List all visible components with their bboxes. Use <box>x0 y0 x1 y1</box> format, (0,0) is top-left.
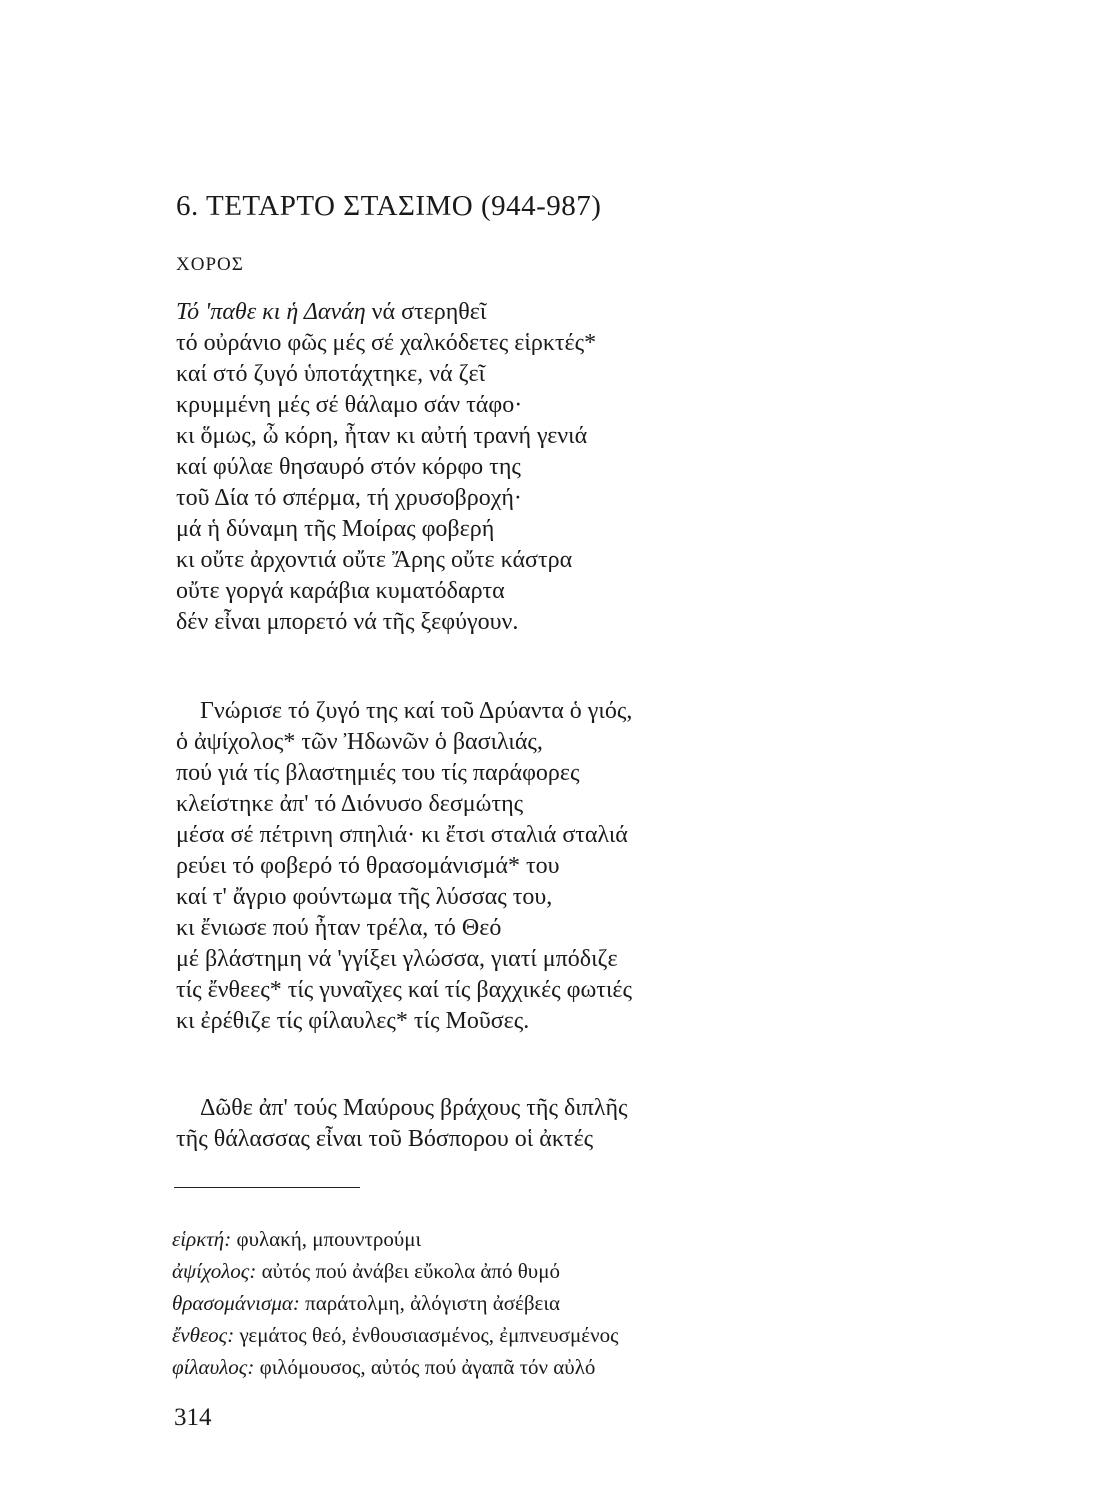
footnote-term: φίλαυλος: <box>172 1355 255 1379</box>
footnote-term: ἔνθεος: <box>172 1323 235 1347</box>
verse-line: Δῶθε ἀπ' τούς Μαύρους βράχους τῆς διπλῆς <box>200 1095 628 1121</box>
verse-line: οὔτε γοργά καράβια κυματόδαρτα <box>176 578 505 604</box>
footnote-divider <box>174 1187 360 1188</box>
footnote-term: εἱρκτή: <box>172 1227 232 1251</box>
page-number: 314 <box>174 1404 212 1431</box>
verse-line: καί φύλαε θησαυρό στόν κόρφο της <box>176 454 521 480</box>
verse-line: καί στό ζυγό ὑποτάχτηκε, νά ζεῖ <box>176 361 486 387</box>
footnote-definition: αὐτός πού ἀνάβει εὔκολα ἀπό θυμό <box>256 1259 560 1283</box>
footnote <box>172 1287 618 1319</box>
stanza-2 <box>176 696 632 1037</box>
footnote-definition: φιλόμουσος, αὐτός πού ἀγαπᾶ τόν αὐλό <box>254 1355 596 1379</box>
footnotes <box>172 1223 618 1383</box>
verse-line: τοῦ Δία τό σπέρμα, τή χρυσοβροχή· <box>176 485 522 511</box>
verse-line: τό οὐράνιο φῶς μές σέ χαλκόδετες εἱρκτές* <box>176 330 597 356</box>
verse-line: τῆς θάλασσας εἶναι τοῦ Βόσπορου οἱ ἀκτές <box>176 1126 594 1152</box>
footnote-definition: παράτολμη, ἀλόγιστη ἀσέβεια <box>299 1291 561 1315</box>
stanza-1 <box>176 297 596 638</box>
section-heading: 6. ΤΕΤΑΡΤΟ ΣΤΑΣΙΜΟ (944-987) <box>176 190 602 222</box>
speaker-label: ΧΟΡΟΣ <box>176 254 244 275</box>
verse-line: καί τ' ἄγριο φούντωμα τῆς λύσσας του, <box>176 884 553 910</box>
footnote <box>172 1319 618 1351</box>
verse-line: κλείστηκε ἀπ' τό Διόνυσο δεσμώτης <box>176 791 524 817</box>
verse-line <box>176 297 596 328</box>
verse-line: κι οὔτε ἀρχοντιά οὔτε Ἄρης οὔτε κάστρα <box>176 547 573 573</box>
verse-line: Γνώρισε τό ζυγό της καί τοῦ Δρύαντα ὁ γιός, <box>200 698 633 724</box>
verse-line: πού γιά τίς βλαστημιές του τίς παράφορες <box>176 760 580 786</box>
footnote-term: θρασομάνισμα: <box>172 1291 300 1315</box>
verse-line: κρυμμένη μές σέ θάλαμο σάν τάφο· <box>176 392 523 418</box>
verse-line: μέσα σέ πέτρινη σπηλιά· κι ἔτσι σταλιά σταλιά <box>176 822 628 848</box>
verse-line: κι ἔνιωσε πού ἦταν τρέλα, τό Θεό <box>176 915 502 941</box>
verse-line: ὁ ἀψίχολος* τῶν Ἠδωνῶν ὁ βασιλιάς, <box>176 729 543 755</box>
footnote-term: ἀψίχολος: <box>172 1259 257 1283</box>
footnote-definition: γεμάτος θεό, ἐνθουσιασμένος, ἐμπνευσμένος <box>234 1323 619 1347</box>
verse-line: κι ἐρέθιζε τίς φίλαυλες* τίς Μοῦσες. <box>176 1008 530 1034</box>
footnote <box>172 1223 618 1255</box>
verse-line-rest: νά στερηθεῖ <box>365 299 487 325</box>
footnote <box>172 1351 618 1383</box>
verse-line: δέν εἶναι μπορετό νά τῆς ξεφύγουν. <box>176 609 519 635</box>
verse-line: μέ βλάστημη νά 'γγίξει γλώσσα, γιατί μπόδιζε <box>176 946 618 972</box>
footnote <box>172 1255 618 1287</box>
verse-line-italic: Τό 'παθε κι ἡ Δανάη <box>176 299 366 325</box>
verse-line: μά ἡ δύναμη τῆς Μοίρας φοβερή <box>176 516 495 542</box>
verse-line: κι ὅμως, ὦ κόρη, ἦταν κι αὐτή τρανή γενιά <box>176 423 588 449</box>
verse-line: τίς ἔνθεες* τίς γυναῖχες καί τίς βαχχικές φωτιές <box>176 977 632 1003</box>
stanza-3 <box>176 1093 628 1155</box>
verse-line: ρεύει τό φοβερό τό θρασομάνισμά* του <box>176 853 560 879</box>
footnote-definition: φυλακή, μπουντρούμι <box>231 1227 422 1251</box>
